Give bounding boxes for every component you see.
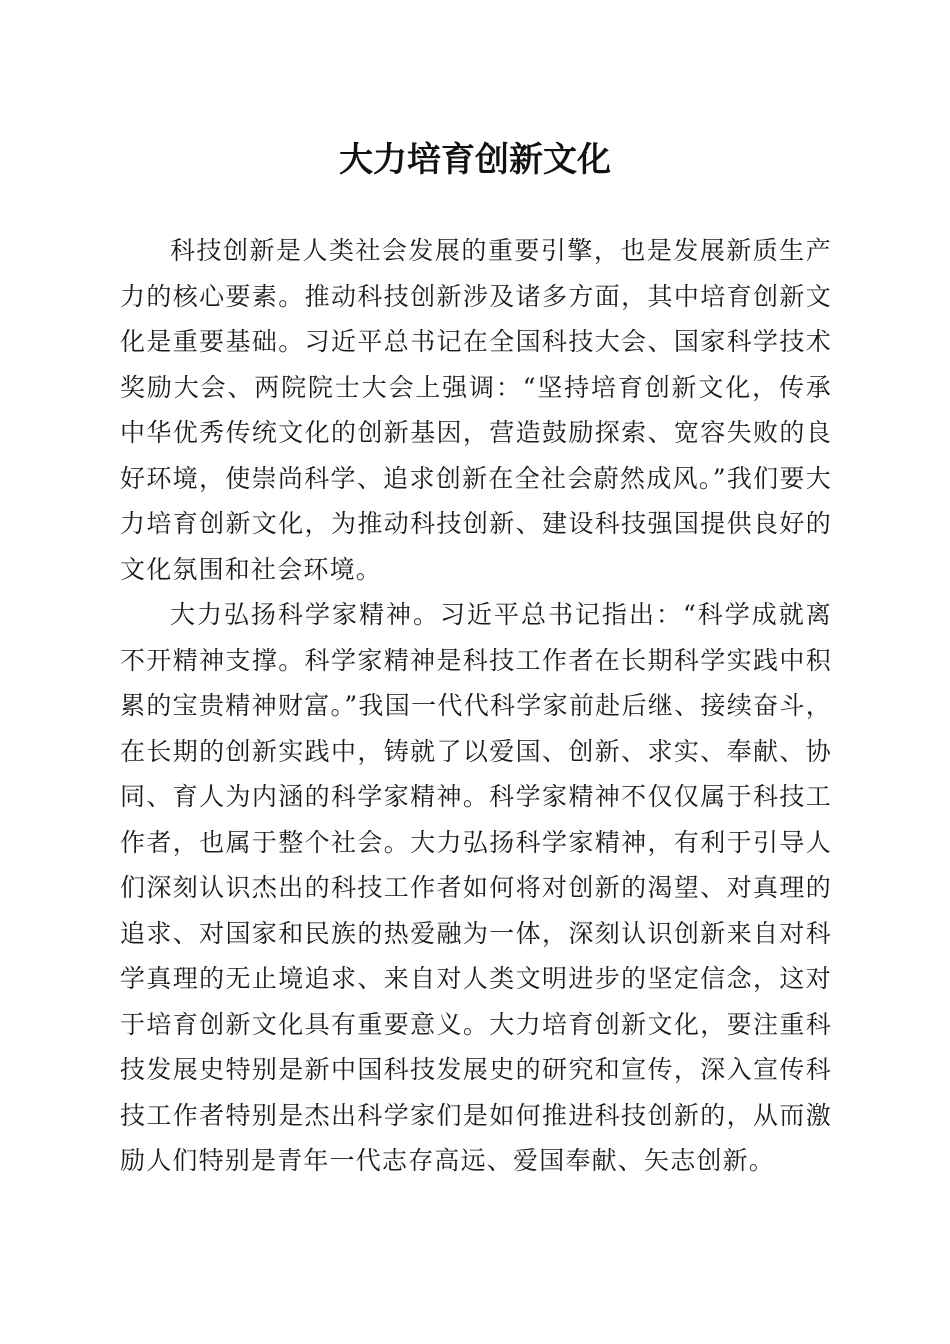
paragraph-1: 科技创新是人类社会发展的重要引擎，也是发展新质生产力的核心要素。推动科技创新涉及诸多方面，其中培育创新文化是重要基础。习近平总书记在全国科技大会、国家科学技术奖励大会、两院院士大会上强调：“坚持培育创新文化，传承中华优秀传统文化的创新基因，营造鼓励探索、宽容失败的良好环境，使崇尚科学、追求创新在全社会蔚然成风。”我们要大力培育创新文化，为推动科技创新、建设科技强国提供良好的文化氛围和社会环境。 (120, 236, 832, 584)
document-body (120, 228, 832, 1184)
document-title: 大力培育创新文化 (339, 140, 611, 180)
paragraph-2: 大力弘扬科学家精神。习近平总书记指出：“科学成就离不开精神支撑。科学家精神是科技工作者在长期科学实践中积累的宝贵精神财富。”我国一代代科学家前赴后继、接续奋斗，在长期的创新实践中，铸就了以爱国、创新、求实、奉献、协同、育人为内涵的科学家精神。科学家精神不仅仅属于科技工作者，也属于整个社会。大力弘扬科学家精神，有利于引导人们深刻认识杰出的科技工作者如何将对创新的渴望、对真理的追求、对国家和民族的热爱融为一体，深刻认识创新来自对科学真理的无止境追求、来自对人类文明进步的坚定信念，这对于培育创新文化具有重要意义。大力培育创新文化，要注重科技发展史特别是新中国科技发展史的研究和宣传，深入宣传科技工作者特别是杰出科学家们是如何推进科技创新的，从而激励人们特别是青年一代志存高远、爱国奉献、矢志创新。 (120, 600, 832, 1175)
